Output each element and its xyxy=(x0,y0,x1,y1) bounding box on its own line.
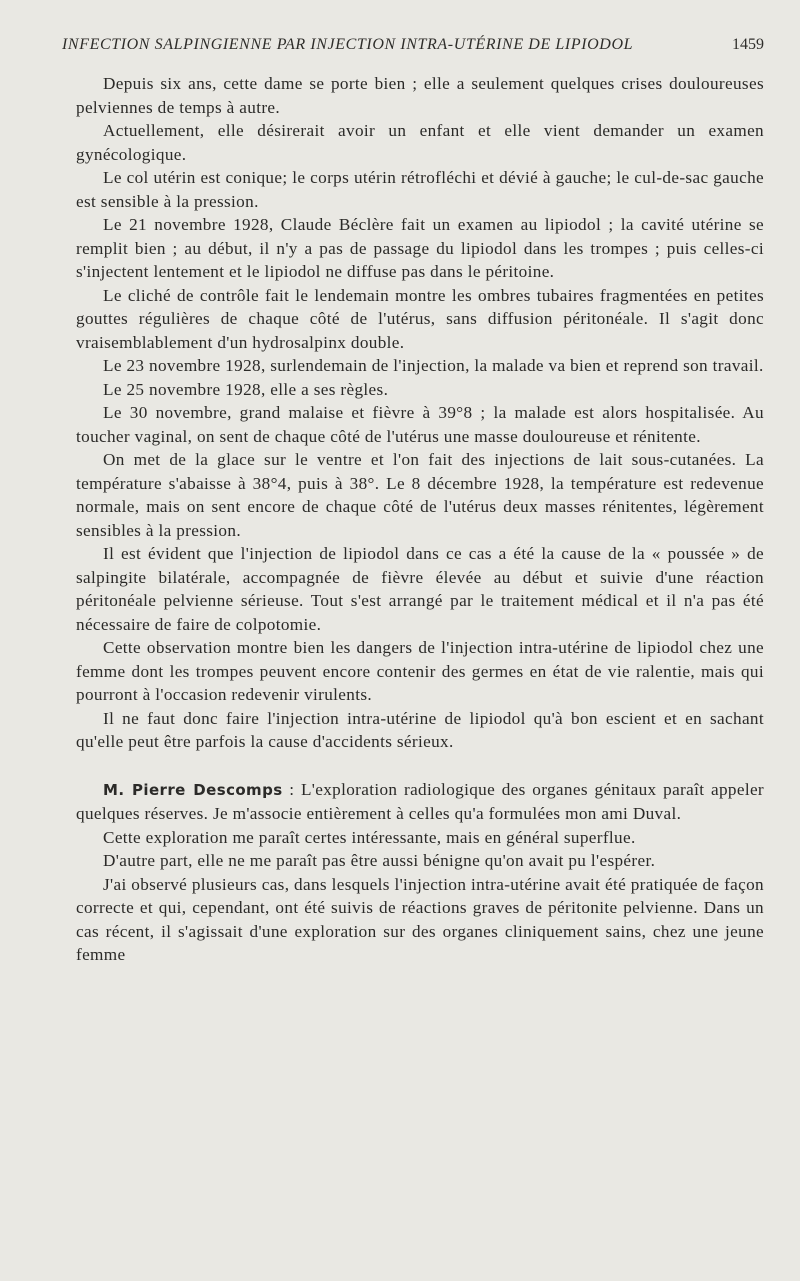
paragraph: On met de la glace sur le ventre et l'on fait des injections de lait sous-cutanées. La température s'abaisse à 38°4, puis à 38°. Le 8 décembre 1928, la température est redevenue normale, mais on sent encore de chaque côté de l'utérus deux masses rénitentes, légèrement sensibles à la pression. xyxy=(76,450,764,540)
running-title: INFECTION SALPINGIENNE PAR INJECTION INTRA-UTÉRINE DE LIPIODOL xyxy=(62,36,634,53)
paragraph: Le 21 novembre 1928, Claude Béclère fait un examen au lipiodol ; la cavité utérine se remplit bien ; au début, il n'y a pas de passage du lipiodol dans les trompes ; puis celles-ci s'injectent lentement et le lipiodol ne diffuse pas dans le péritoine. xyxy=(76,215,764,281)
paragraph: Le 25 novembre 1928, elle a ses règles. xyxy=(103,379,389,399)
paragraph: Depuis six ans, cette dame se porte bien ; elle a seulement quelques crises douloureuses pelviennes de temps à autre. xyxy=(76,74,764,117)
paragraph: J'ai observé plusieurs cas, dans lesquels l'injection intra-utérine avait été pratiquée de façon correcte et qui, cependant, ont été suivis de réactions graves de péritonite pelvienne. Dans un cas récent, il s'agissait d'une exploration sur des organes cliniquement sains, chez une jeune femme xyxy=(76,874,764,964)
discussion-first-text: : L'exploration radiologique des organes génitaux paraît appeler quelques réserves. Je m'associe entièrement à celles qu'a formulées mon ami Duval. xyxy=(76,779,764,823)
discussion-opening xyxy=(76,778,764,826)
paragraph: Le col utérin est conique; le corps utérin rétrofléchi et dévié à gauche; le cul-de-sac gauche est sensible à la pression. xyxy=(76,168,764,211)
paragraph: D'autre part, elle ne me paraît pas être aussi bénigne qu'on avait pu l'espérer. xyxy=(103,851,656,870)
paragraph: Il est évident que l'injection de lipiodol dans ce cas a été la cause de la « poussée » de salpingite bilatérale, accompagnée de fièvre élevée au début et suivie d'une réaction péritonéale pelvienne sérieuse. Tout s'est arrangé par le traitement médical et il n'a pas été nécessaire de faire de colpotomie. xyxy=(76,544,764,634)
paragraph: Cette exploration me paraît certes intéressante, mais en général superflue. xyxy=(103,827,636,847)
paragraph: Le cliché de contrôle fait le lendemain montre les ombres tubaires fragmentées en petites gouttes régulières de chaque côté de l'utérus, sans diffusion péritonéale. Il s'agit donc vraisemblablement d'un hydrosalpinx double. xyxy=(76,285,764,352)
speaker-name: M. Pierre Descomps xyxy=(103,780,283,799)
page-number: 1459 xyxy=(732,36,764,53)
paragraph: Le 23 novembre 1928, surlendemain de l'injection, la malade va bien et reprend son travail. xyxy=(103,356,764,375)
paragraph: Le 30 novembre, grand malaise et fièvre à 39°8 ; la malade est alors hospitalisée. Au toucher vaginal, on sent de chaque côté de l'utérus une masse douloureuse et rénitente. xyxy=(76,403,764,446)
article-body xyxy=(76,72,764,967)
running-header xyxy=(62,0,764,54)
paragraph: Actuellement, elle désirerait avoir un enfant et elle vient demander un examen gynécologique. xyxy=(76,121,764,164)
paragraph: Il ne faut donc faire l'injection intra-utérine de lipiodol qu'à bon escient et en sachant qu'elle peut être parfois la cause d'accidents sérieux. xyxy=(76,708,764,751)
paragraph: Cette observation montre bien les dangers de l'injection intra-utérine de lipiodol chez une femme dont les trompes peuvent encore contenir des germes en état de vie ralentie, mais qui pourront à l'occasion redevenir virulents. xyxy=(76,638,764,704)
